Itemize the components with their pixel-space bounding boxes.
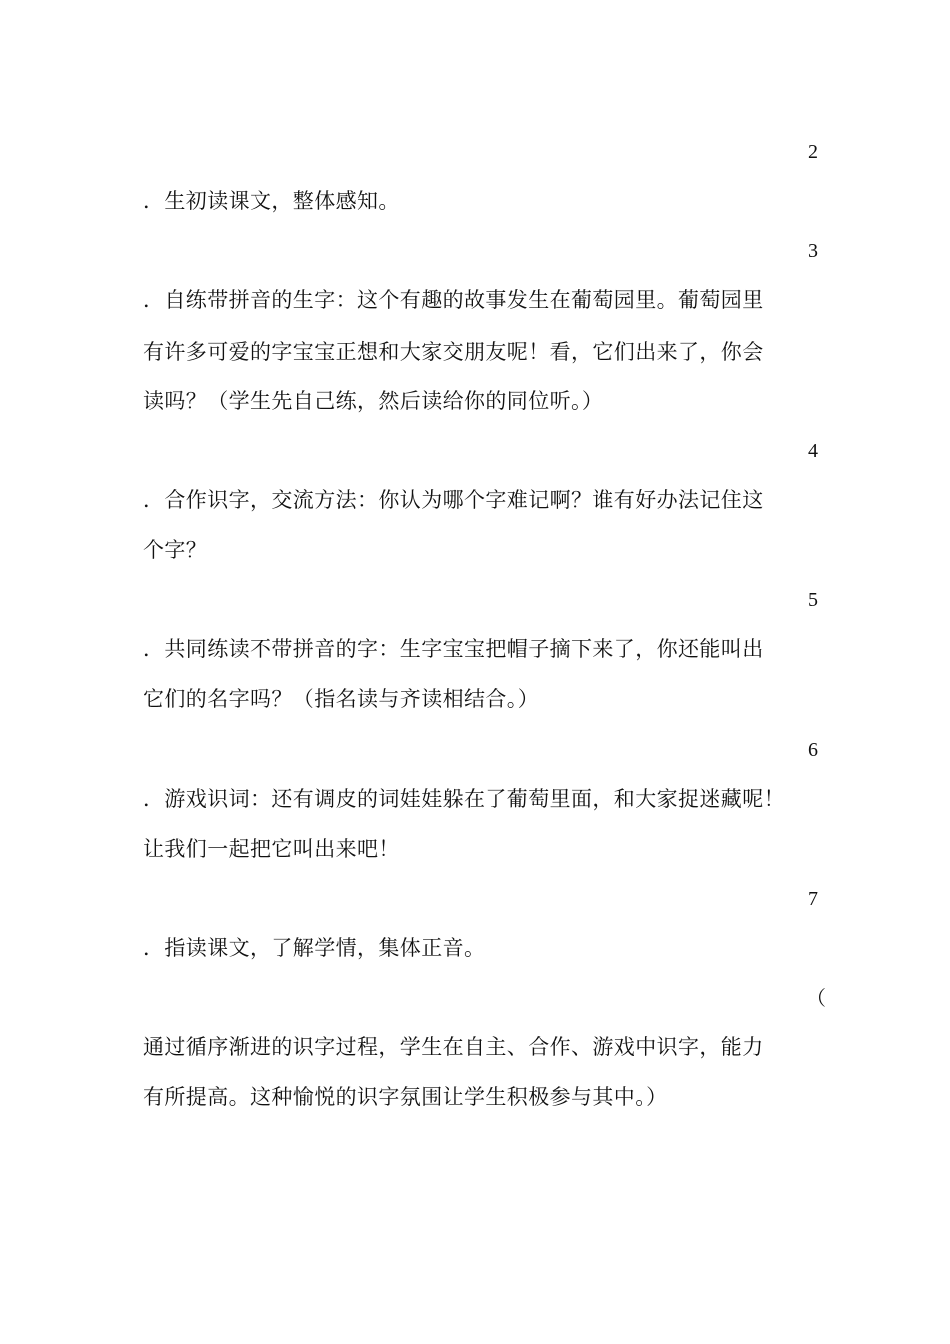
item-text-line: 让我们一起把它叫出来吧！ xyxy=(143,837,400,861)
item-number: 5 xyxy=(808,589,818,611)
note-open-paren: （ xyxy=(806,986,826,1010)
item-text-line: 个字？ xyxy=(143,538,208,562)
item-text-line: ．生初读课文，整体感知。 xyxy=(143,189,400,213)
item-text-line: 它们的名字吗？（指名读与齐读相结合。） xyxy=(143,687,540,711)
note-text-line: 通过循序渐进的识字过程，学生在自主、合作、游戏中识字，能力 xyxy=(143,1035,764,1059)
item-text-line: ．指读课文，了解学情，集体正音。 xyxy=(143,936,486,960)
item-text-line: ．自练带拼音的生字：这个有趣的故事发生在葡萄园里。葡萄园里 xyxy=(143,288,764,312)
item-number: 4 xyxy=(808,440,818,462)
item-text-line: ．合作识字，交流方法：你认为哪个字难记啊？谁有好办法记住这 xyxy=(143,488,764,512)
item-number: 2 xyxy=(808,141,818,163)
item-number: 3 xyxy=(808,240,818,262)
item-text-line: 读吗？（学生先自己练，然后读给你的同位听。） xyxy=(143,389,604,413)
item-number: 7 xyxy=(808,888,818,910)
item-text-line: ．游戏识词：还有调皮的词娃娃躲在了葡萄里面，和大家捉迷藏呢！ xyxy=(143,787,785,811)
note-text-line: 有所提高。这种愉悦的识字氛围让学生积极参与其中。） xyxy=(143,1085,668,1109)
item-number: 6 xyxy=(808,739,818,761)
item-text-line: ．共同练读不带拼音的字：生字宝宝把帽子摘下来了，你还能叫出 xyxy=(143,637,764,661)
item-text-line: 有许多可爱的字宝宝正想和大家交朋友呢！看，它们出来了，你会 xyxy=(143,340,764,364)
